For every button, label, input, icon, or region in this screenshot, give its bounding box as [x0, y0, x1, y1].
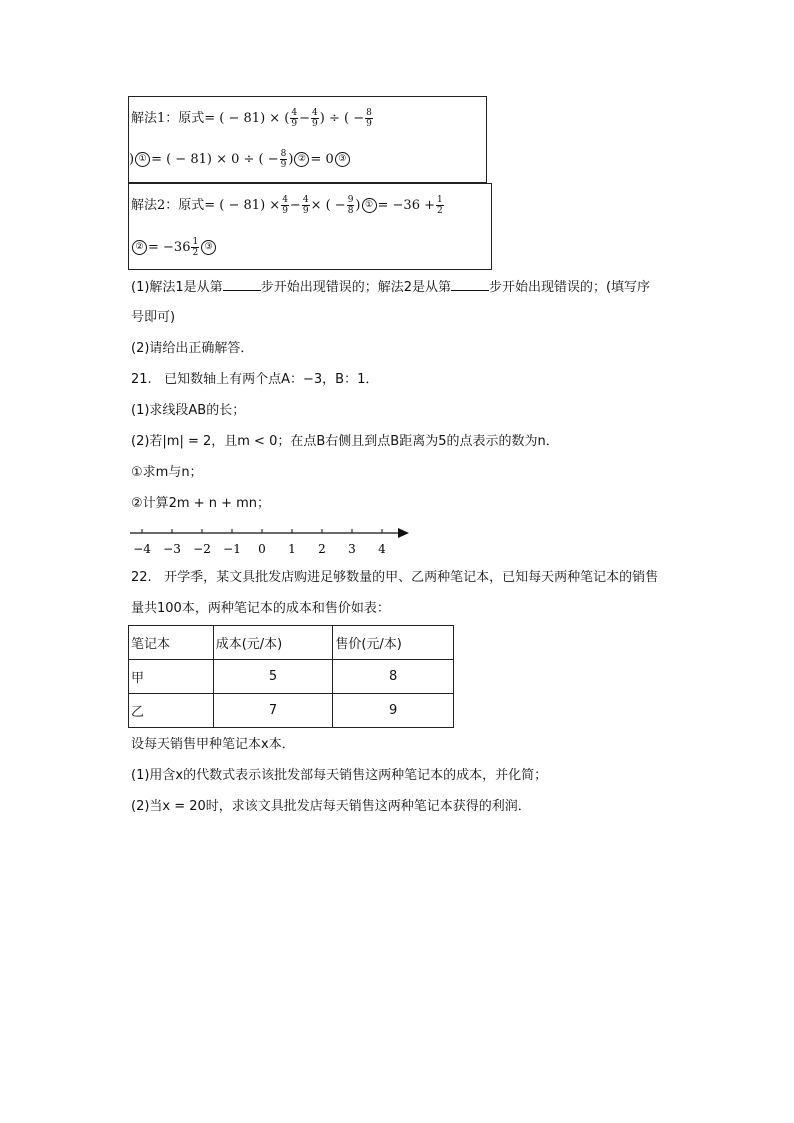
q22-part-1: (1)用含x的代数式表示该批发部每天销售这两种笔记本的成本，并化简； [131, 768, 548, 783]
solution-1-line-1: 解法1：原式= ( − 81) × ( $\frac{4}{9}$ − $\frac{4}{9}$ ) ÷ ( − $\frac{8}{9}$ [131, 108, 372, 129]
solution-1-line-2: ) ① = ( − 81) × 0 ÷ ( − $\frac{8}{9}$ ) ② = 0 ③ [129, 148, 351, 172]
tick-label: 0 [258, 542, 266, 556]
q22-setup: 设每天销售甲种笔记本x本． [131, 737, 295, 752]
q21-part-2-2: ②计算2m + n + mn； [131, 496, 271, 511]
table-cell: 5 [213, 660, 333, 694]
tick-label: 3 [348, 542, 356, 556]
q22-part-2: (2)当x = 20时，求该文具批发店每天销售这两种笔记本获得的利润． [131, 799, 531, 814]
step-marker: ② [294, 152, 309, 167]
step-marker: ① [135, 152, 150, 167]
table-cell: 9 [333, 694, 454, 728]
q21-part-1: (1)求线段AB的长； [131, 403, 246, 418]
question-number: 21. [131, 372, 152, 387]
table-header: 售价(元/本) [333, 626, 454, 660]
number-line [125, 522, 420, 560]
q20-part-1: (1)解法1是从第 步开始出现错误的；解法2是从第 步开始出现错误的；(填写序 [131, 280, 651, 295]
solution-2-line-1: 解法2：原式= ( − 81) × $\frac{4}{9}$ − $\frac{4}{9}$ × ( − $\frac{9}{8}$ ) ① = −36 + $\frac{1}{2}$ [131, 195, 443, 216]
fraction: $\frac{8}{9}$ [366, 108, 372, 129]
tick-label: −3 [163, 542, 181, 556]
q20-part-2: (2)请给出正确解答． [131, 341, 254, 356]
fraction: $\frac{9}{8}$ [347, 195, 354, 216]
q21-part-2-1: ①求m与n； [131, 465, 203, 480]
table-cell: 甲 [129, 660, 214, 694]
tick-label: −1 [223, 542, 241, 556]
answer-blank[interactable] [223, 278, 261, 291]
table-cell: 7 [213, 694, 333, 728]
step-marker: ③ [335, 152, 350, 167]
notebook-table [128, 625, 454, 728]
q21-stem: 21. 已知数轴上有两个点A：−3，B：1． [131, 372, 379, 387]
fraction: $\frac{4}{9}$ [302, 195, 309, 216]
question-number: 22. [131, 570, 152, 585]
tick-label: 1 [288, 542, 296, 556]
table-row [129, 660, 454, 694]
fraction: $\frac{8}{9}$ [280, 149, 287, 170]
fraction: $\frac{1}{2}$ [436, 195, 443, 216]
arrow-icon [398, 528, 409, 538]
table-header-row [129, 626, 454, 660]
fraction: $\frac{4}{9}$ [312, 108, 318, 129]
solution-2-line-2: ② = −36 $\frac{1}{2}$ ③ [131, 236, 217, 260]
table-cell: 8 [333, 660, 454, 694]
table-header: 笔记本 [129, 626, 214, 660]
table-header: 成本(元/本) [213, 626, 333, 660]
step-marker: ③ [201, 240, 216, 255]
table-row [129, 694, 454, 728]
answer-blank[interactable] [451, 278, 489, 291]
step-marker: ① [362, 198, 377, 213]
fraction: $\frac{1}{2}$ [192, 237, 199, 258]
tick-label: 4 [378, 542, 386, 556]
q20-part-1-continued: 号即可) [131, 310, 176, 325]
fraction: $\frac{4}{9}$ [291, 108, 298, 129]
tick-label: −2 [193, 542, 211, 556]
step-marker: ② [132, 240, 147, 255]
table-cell: 乙 [129, 694, 214, 728]
tick-label: −4 [133, 542, 151, 556]
q21-part-2: (2)若|m| = 2，且m < 0；在点B右侧且到点B距离为5的点表示的数为n． [131, 434, 559, 449]
q22-stem-line-2: 量共100本，两种笔记本的成本和售价如表： [131, 601, 390, 616]
tick-label: 2 [318, 542, 326, 556]
fraction: $\frac{4}{9}$ [282, 195, 288, 216]
q22-stem-line-1: 22. 开学季，某文具批发店购进足够数量的甲、乙两种笔记本，已知每天两种笔记本的销售 [131, 570, 659, 585]
